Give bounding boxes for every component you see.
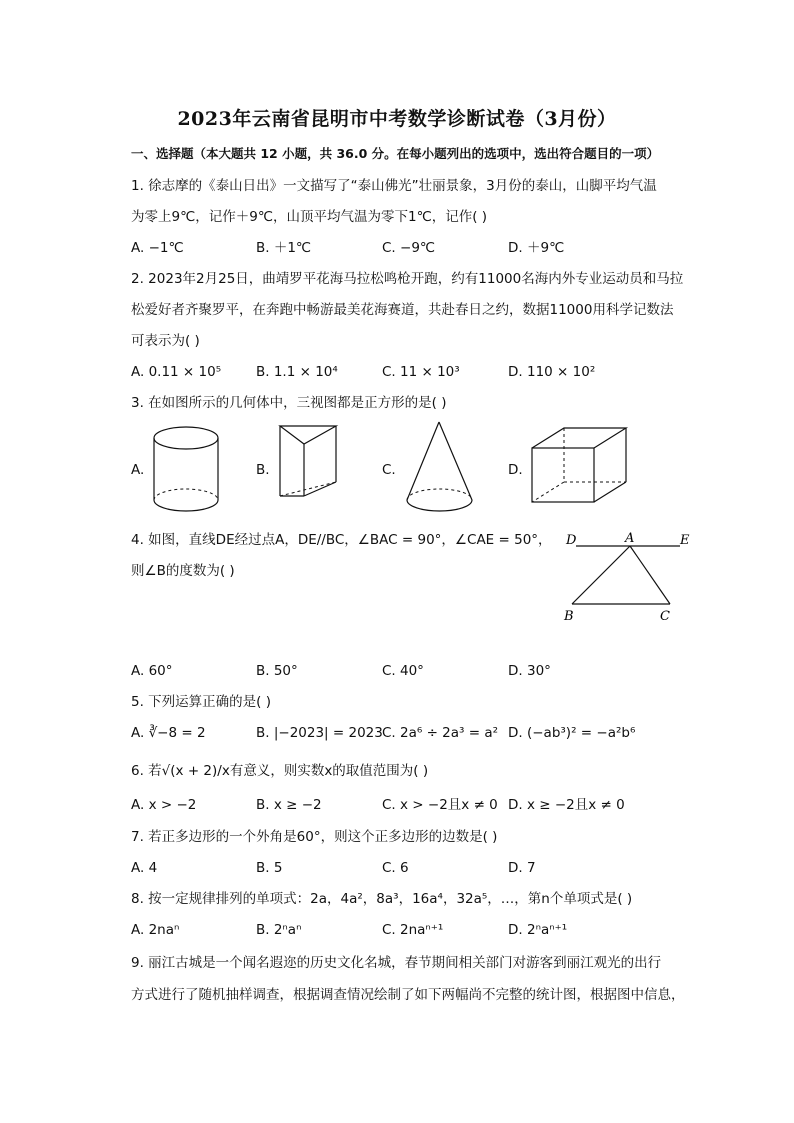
q4-option-c: C. 40°	[382, 663, 424, 679]
q1-option-a: A. −1℃	[131, 240, 184, 256]
q5-line1: 5. 下列运算正确的是( )	[131, 694, 271, 710]
q6-option-c: C. x > −2且x ≠ 0	[382, 797, 498, 813]
point-b-label: B	[564, 609, 574, 624]
triangular-prism-figure	[274, 424, 344, 500]
q9-line2: 方式进行了随机抽样调查，根据调查情况绘制了如下两幅尚不完整的统计图，根据图中信息，	[131, 987, 685, 1003]
q6-option-d: D. x ≥ −2且x ≠ 0	[508, 797, 625, 813]
q2-option-a: A. 0.11 × 10⁵	[131, 364, 222, 380]
section-heading: 一、选择题（本大题共 12 小题，共 36.0 分。在每小题列出的选项中，选出符合题目的一项）	[131, 146, 660, 161]
q2-line1: 2. 2023年2月25日，曲靖罗平花海马拉松鸣枪开跑，约有11000名海内外专业运动员和马拉	[131, 271, 684, 287]
cone-figure	[402, 420, 478, 516]
q4-option-d: D. 30°	[508, 663, 551, 679]
q9-line1: 9. 丽江古城是一个闻名遐迩的历史文化名城，春节期间相关部门对游客到丽江观光的出行	[131, 955, 662, 971]
q4-geometry-figure	[562, 528, 702, 628]
q4-line1: 4. 如图，直线DE经过点A，DE//BC，∠BAC = 90°，∠CAE = 50°，	[131, 532, 552, 548]
q2-option-b: B. 1.1 × 10⁴	[256, 364, 338, 380]
q7-option-d: D. 7	[508, 860, 536, 876]
q2-line3: 可表示为( )	[131, 333, 200, 349]
q8-option-a: A. 2naⁿ	[131, 922, 180, 938]
point-e-label: E	[680, 533, 690, 548]
q6-line1: 6. 若√(x + 2)/x有意义，则实数x的取值范围为( )	[131, 763, 429, 779]
point-d-label: D	[566, 533, 577, 548]
q7-option-c: C. 6	[382, 860, 409, 876]
q7-option-a: A. 4	[131, 860, 158, 876]
q5-option-b: B. |−2023| = 2023	[256, 725, 383, 741]
q7-line1: 7. 若正多边形的一个外角是60°，则这个正多边形的边数是( )	[131, 829, 498, 845]
q4-line2: 则∠B的度数为( )	[131, 563, 235, 579]
point-a-label: A	[625, 531, 635, 546]
q5-option-d: D. (−ab³)² = −a²b⁶	[508, 725, 636, 741]
q3-label-b: B.	[256, 462, 270, 478]
q6-option-a: A. x > −2	[131, 797, 197, 813]
q3-line1: 3. 在如图所示的几何体中，三视图都是正方形的是( )	[131, 395, 447, 411]
cube-figure	[528, 426, 630, 506]
q3-label-c: C.	[382, 462, 396, 478]
q5-option-a: A. ∛−8 = 2	[131, 725, 206, 741]
q2-option-c: C. 11 × 10³	[382, 364, 460, 380]
q2-line2: 松爱好者齐聚罗平，在奔跑中畅游最美花海赛道，共赴春日之约，数据11000用科学记数法	[131, 302, 674, 318]
q8-option-c: C. 2naⁿ⁺¹	[382, 922, 444, 938]
point-c-label: C	[660, 609, 670, 624]
q2-option-d: D. 110 × 10²	[508, 364, 596, 380]
q5-option-c: C. 2a⁶ ÷ 2a³ = a²	[382, 725, 499, 741]
q8-option-d: D. 2ⁿaⁿ⁺¹	[508, 922, 568, 938]
q8-line1: 8. 按一定规律排列的单项式：2a，4a²，8a³，16a⁴，32a⁵，…，第n个单项式是( )	[131, 891, 633, 907]
q7-option-b: B. 5	[256, 860, 283, 876]
cylinder-figure	[148, 424, 224, 516]
exam-title: 2023年云南省昆明市中考数学诊断试卷（3月份）	[177, 108, 617, 130]
q1-option-d: D. ＋9℃	[508, 240, 565, 256]
q8-option-b: B. 2ⁿaⁿ	[256, 922, 302, 938]
q1-line1: 1. 徐志摩的《泰山日出》一文描写了“泰山佛光”壮丽景象，3月份的泰山，山脚平均气温	[131, 178, 657, 194]
q3-label-a: A.	[131, 462, 145, 478]
q1-option-b: B. ＋1℃	[256, 240, 312, 256]
q1-option-c: C. −9℃	[382, 240, 436, 256]
q4-option-a: A. 60°	[131, 663, 173, 679]
q6-option-b: B. x ≥ −2	[256, 797, 322, 813]
q1-line2: 为零上9℃，记作＋9℃，山顶平均气温为零下1℃，记作( )	[131, 209, 488, 225]
q3-label-d: D.	[508, 462, 523, 478]
q4-option-b: B. 50°	[256, 663, 298, 679]
